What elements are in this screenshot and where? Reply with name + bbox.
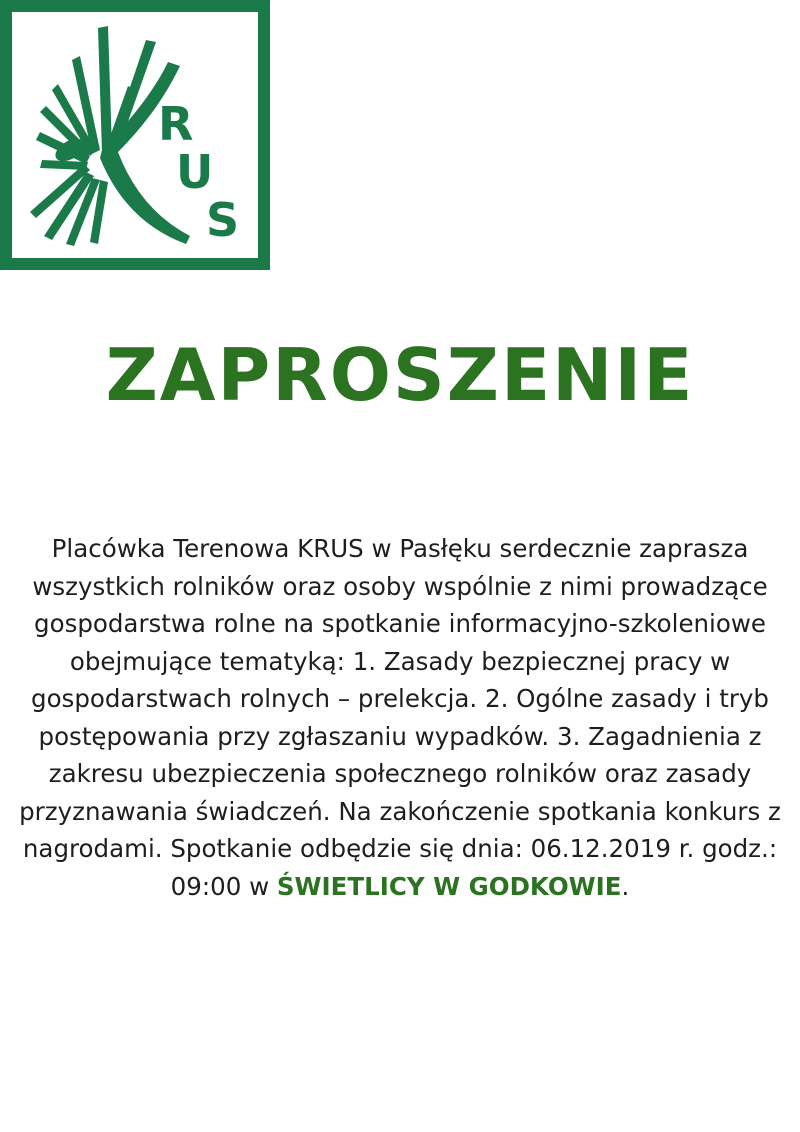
page-title: ZAPROSZENIE <box>105 333 695 417</box>
invitation-text: Placówka Terenowa KRUS w Pasłęku serdecznie zaprasza wszystkich rolników oraz osoby wspólnie z nimi prowadzące gospodarstwa rolne na spotkanie informacyjno-szkoleniowe obejmujące tematyką: 1. Zasady bezpiecznej pracy w gospodarstwach rolnych – prelekcja. 2. Ogólne zasady i tryb postępowania przy zgłaszaniu wypadków. 3. Zagadnienia z zakresu ubezpieczenia społecznego rolników oraz zasady przyznawania świadczeń. Na zakończenie spotkania konkurs z nagrodami. Spotkanie odbędzie się dnia: 06.12.2019 r. godz.: 09:00 w <box>19 534 781 901</box>
logo-letter-s: S <box>206 193 240 247</box>
krus-logo <box>0 0 270 270</box>
krus-logo-graphic <box>0 0 270 270</box>
logo-letter-r: R <box>158 97 194 151</box>
invitation-text-end: . <box>621 871 630 901</box>
invitation-body <box>10 530 790 905</box>
location-name: ŚWIETLICY W GODKOWIE <box>276 871 622 901</box>
logo-letter-u: U <box>176 145 214 199</box>
